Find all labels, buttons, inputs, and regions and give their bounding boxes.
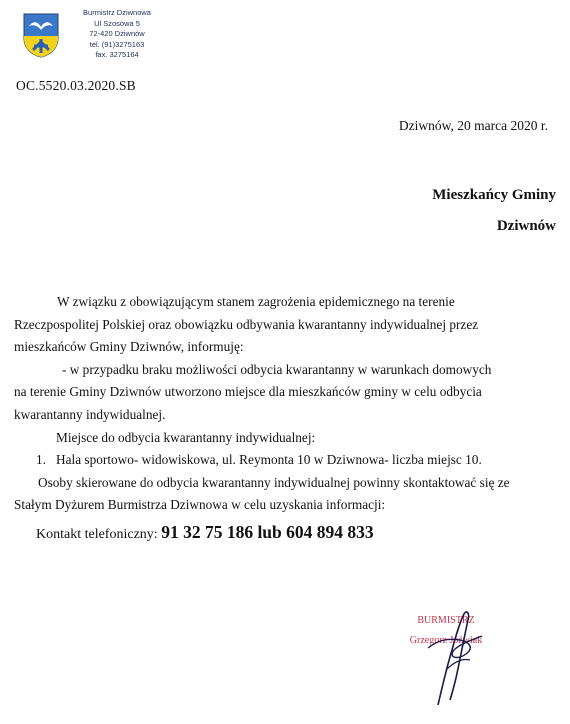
list-item: [14, 449, 554, 472]
recipient-line: Mieszkańcy Gminy: [432, 187, 556, 203]
letterhead: [62, 8, 172, 61]
contact-phone: 91 32 75 186 lub 604 894 833: [161, 521, 374, 542]
list-text: Hala sportowo- widowiskowa, ul. Reymonta 10 w Dziwnowa- liczba miejsc 10.: [56, 452, 482, 468]
coat-of-arms-icon: [22, 12, 60, 58]
body-line: W związku z obowiązującym stanem zagrożenia epidemicznego na terenie: [57, 294, 455, 309]
body-line: Stałym Dyżurem Burmistrza Dziwnowa w celu uzyskania informacji:: [14, 497, 386, 513]
letterhead-line: Ul Szosowa 5: [94, 18, 140, 28]
body-line: Miejsce do odbycia kwarantanny indywidualnej:: [56, 429, 316, 445]
letter-body: [14, 291, 554, 547]
body-line: Osoby skierowane do odbycia kwarantanny indywidualnej powinny skontaktować się ze: [38, 474, 510, 490]
recipient-line: Dziwnów: [496, 218, 556, 234]
letterhead-line: Burmistrz Dziwnowa: [83, 8, 151, 17]
body-line: mieszkańców Gminy Dziwnów, informuję:: [14, 339, 244, 355]
contact-line: [14, 521, 554, 547]
letterhead-line: tel. (91)3275163: [89, 39, 145, 49]
recipient-block: [432, 180, 556, 242]
letterhead-line: fax. 3275164: [95, 50, 139, 59]
signature-icon: [408, 600, 508, 710]
letterhead-line: 72-420 Dziwnów: [89, 29, 145, 38]
body-line: Rzeczpospolitej Polskiej oraz obowiązku odbywania kwarantanny indywidualnej przez: [14, 316, 479, 332]
date-line: Dziwnów, 20 marca 2020 r.: [398, 118, 548, 133]
body-line: kwarantanny indywidualnej.: [14, 406, 166, 422]
body-line: - w przypadku braku możliwości odbycia kwarantanny w warunkach domowych: [62, 361, 492, 377]
reference-number: OC.5520.03.2020.SB: [16, 78, 136, 93]
contact-label: Kontakt telefoniczny:: [36, 526, 158, 542]
stamp-name: Grzegorz Jóźwiak: [409, 635, 483, 646]
list-number: 1.: [36, 452, 46, 468]
body-line: na terenie Gminy Dziwnów utworzono miejsce dla mieszkańców gminy w celu odbycia: [14, 384, 482, 400]
stamp-title: BURMISTRZ: [417, 615, 475, 626]
